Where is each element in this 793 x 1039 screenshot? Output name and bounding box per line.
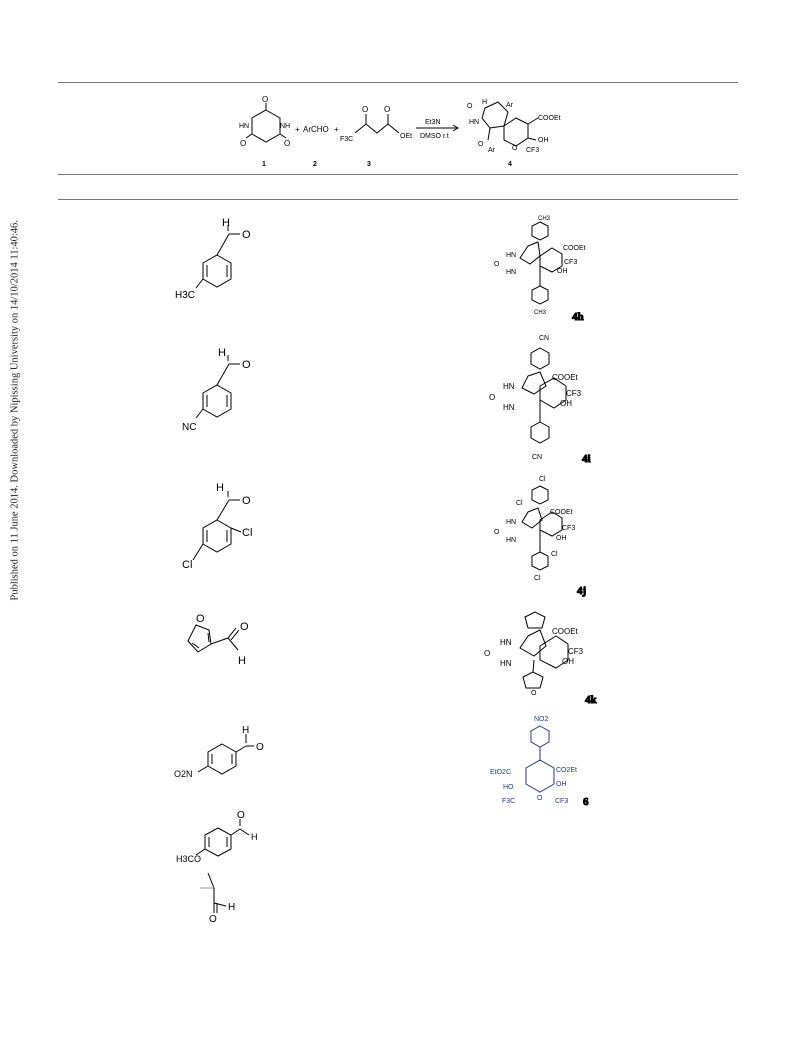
svg-text:Cl: Cl	[242, 527, 253, 539]
compound-number-1: 1	[262, 161, 266, 168]
svg-text:OH: OH	[562, 657, 574, 666]
svg-text:Cl: Cl	[551, 551, 558, 558]
aldehyde-structure-row-1	[175, 217, 251, 301]
svg-text:H3CO: H3CO	[176, 854, 202, 864]
svg-text:O: O	[531, 690, 537, 697]
svg-text:OEt: OEt	[400, 133, 413, 140]
barbituric-acid-structure	[239, 95, 290, 148]
svg-text:O: O	[242, 229, 251, 241]
product-structure-4j	[494, 476, 575, 582]
svg-text:O: O	[512, 145, 518, 152]
svg-text:O: O	[484, 649, 491, 658]
svg-text:F3C: F3C	[502, 798, 516, 805]
svg-text:OH: OH	[538, 137, 549, 144]
compound-label-4h: 4h	[572, 311, 584, 323]
svg-text:CF3: CF3	[555, 798, 569, 805]
reagent-2-text: ArCHO	[303, 125, 329, 134]
svg-text:EtO2C: EtO2C	[490, 769, 512, 776]
svg-text:O: O	[362, 105, 369, 114]
aldehyde-structure-row-5	[174, 725, 264, 779]
compound-label-4k: 4k	[585, 694, 597, 706]
svg-text:HN: HN	[506, 252, 517, 259]
svg-text:O: O	[256, 742, 264, 753]
product-structure-4i	[489, 335, 582, 461]
svg-text:Et3N: Et3N	[425, 119, 441, 126]
svg-text:HN: HN	[506, 537, 517, 544]
svg-text:H: H	[222, 217, 230, 229]
svg-text:HN: HN	[469, 119, 480, 126]
svg-text:Ar: Ar	[506, 102, 513, 109]
svg-text:Cl: Cl	[534, 575, 541, 582]
svg-text:HN: HN	[503, 403, 515, 412]
svg-text:O: O	[242, 359, 251, 371]
product-structure-4h	[494, 216, 586, 316]
aldehyde-structure-row-4	[188, 613, 249, 667]
svg-text:O: O	[478, 141, 484, 148]
svg-text:COOEt: COOEt	[563, 245, 586, 252]
svg-text:H: H	[228, 902, 236, 913]
svg-text:H: H	[238, 655, 246, 667]
svg-text:CF3: CF3	[568, 647, 584, 656]
svg-text:HN: HN	[506, 269, 517, 276]
svg-text:CN: CN	[539, 335, 550, 342]
svg-text:O: O	[209, 914, 217, 925]
svg-text:HN: HN	[500, 638, 512, 647]
svg-text:O: O	[242, 495, 251, 507]
aldehyde-structure-row-7	[200, 873, 235, 925]
svg-text:CN: CN	[532, 454, 543, 461]
svg-text:O: O	[494, 261, 500, 268]
svg-text:H: H	[218, 347, 226, 359]
reaction-scheme	[239, 95, 561, 168]
svg-text:O: O	[240, 139, 247, 148]
aldehyde-structure-row-3	[182, 482, 252, 571]
svg-text:H: H	[216, 482, 224, 494]
product-4-structure	[467, 99, 561, 154]
svg-text:HO: HO	[503, 784, 514, 791]
aldehyde-structure-row-2	[182, 347, 251, 433]
svg-text:CH3: CH3	[538, 216, 551, 222]
svg-text:Cl: Cl	[539, 476, 546, 483]
plus-sign-1: +	[295, 125, 300, 134]
svg-text:H: H	[242, 725, 250, 736]
svg-text:HN: HN	[503, 382, 515, 391]
svg-text:HN: HN	[500, 659, 512, 668]
svg-text:H3C: H3C	[175, 290, 196, 301]
product-structure-4k	[484, 612, 584, 697]
svg-text:CH3: CH3	[534, 310, 547, 316]
svg-text:NH: NH	[280, 123, 291, 130]
svg-text:DMSO r.t: DMSO r.t	[420, 133, 449, 140]
svg-text:COOEt: COOEt	[552, 373, 578, 382]
svg-text:NC: NC	[182, 422, 197, 433]
svg-text:O: O	[537, 795, 543, 802]
svg-text:CF3: CF3	[526, 147, 540, 154]
svg-text:COOEt: COOEt	[550, 509, 573, 516]
compound-label-4j: 4j	[577, 585, 587, 597]
compound-number-2: 2	[313, 161, 317, 168]
svg-text:Cl: Cl	[516, 500, 523, 507]
reaction-arrow	[416, 119, 458, 140]
svg-text:OH: OH	[556, 781, 567, 788]
compound-label-6: 6	[583, 796, 589, 808]
svg-text:O: O	[284, 139, 291, 148]
svg-text:OH: OH	[560, 399, 572, 408]
aldehyde-structure-row-6	[176, 810, 258, 864]
svg-text:COOEt: COOEt	[552, 627, 578, 636]
svg-text:O: O	[494, 529, 500, 536]
compound-number-4: 4	[508, 161, 512, 168]
svg-text:O: O	[384, 105, 391, 114]
svg-text:O: O	[240, 621, 249, 633]
svg-text:O2N: O2N	[174, 769, 193, 779]
svg-text:CF3: CF3	[566, 389, 582, 398]
compound-number-3: 3	[367, 161, 371, 168]
product-structure-6	[490, 716, 577, 805]
svg-text:CO2Et: CO2Et	[556, 767, 578, 774]
compound-label-4i: 4i	[582, 453, 591, 465]
svg-text:O: O	[489, 393, 496, 402]
svg-text:F3C: F3C	[340, 136, 354, 143]
svg-text:Ar: Ar	[488, 147, 495, 154]
trifluoroacetoacetate-structure	[340, 105, 412, 143]
svg-text:H: H	[482, 99, 488, 106]
svg-text:OH: OH	[557, 268, 568, 275]
svg-text:Cl: Cl	[182, 559, 193, 571]
plus-sign-2: +	[334, 125, 339, 134]
svg-text:O: O	[467, 103, 473, 110]
publication-sidebar: Published on 11 June 2014. Downloaded by Nipissing University on 14/10/2014 11:40:46.	[9, 220, 21, 601]
svg-text:O: O	[262, 95, 269, 104]
svg-text:CF3: CF3	[562, 525, 576, 532]
svg-text:O: O	[196, 613, 205, 625]
svg-text:COOEt: COOEt	[538, 115, 561, 122]
svg-text:H: H	[251, 832, 258, 842]
svg-text:O: O	[237, 810, 245, 821]
svg-text:CF3: CF3	[564, 259, 578, 266]
svg-text:NO2: NO2	[534, 716, 549, 723]
svg-text:OH: OH	[556, 535, 567, 542]
svg-text:HN: HN	[239, 123, 250, 130]
svg-text:HN: HN	[506, 519, 517, 526]
